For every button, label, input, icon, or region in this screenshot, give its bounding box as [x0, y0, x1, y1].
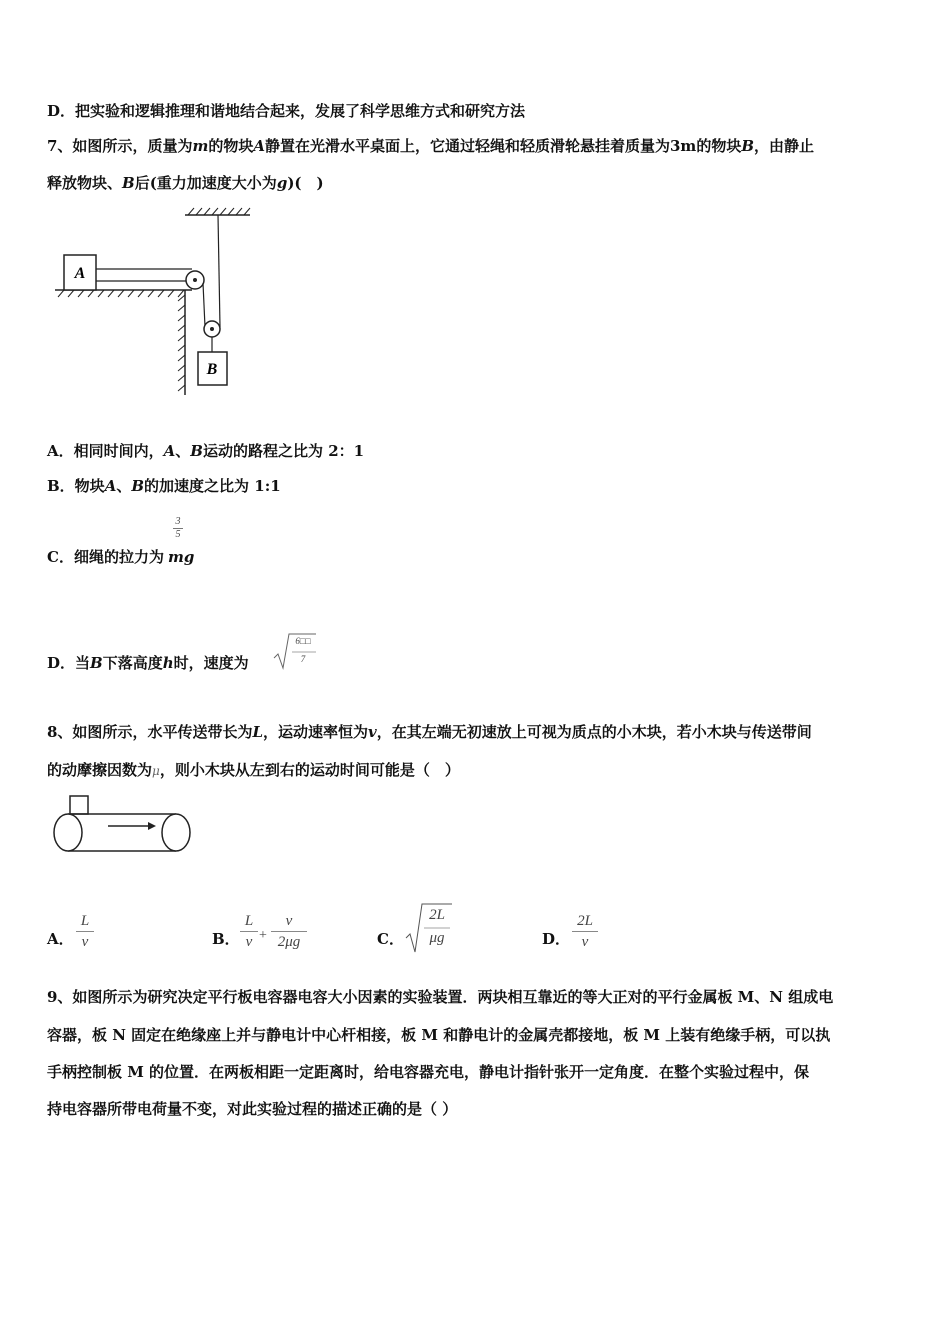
- right-roller: [162, 814, 190, 851]
- q7-option-d: D．当B下落高度h时，速度为: [47, 654, 249, 672]
- prev-option-d: D．把实验和逻辑推理和谐地结合起来，发展了科学思维方式和研究方法: [47, 102, 526, 120]
- q7-option-d-sqrt-value: 6□□ 7: [295, 636, 311, 664]
- q9-line3: 手柄控制板 M 的位置．在两板相距一定距离时，给电容器充电，静电计指针张开一定角度．在整个实验过程中，保: [47, 1063, 810, 1081]
- q8-option-b-label: B．: [212, 930, 240, 948]
- left-roller: [54, 814, 82, 851]
- block-b-label: B: [206, 361, 218, 378]
- small-block: [70, 796, 88, 814]
- q7-option-b: B．物块A、B的加速度之比为 1:1: [47, 477, 281, 495]
- q7-stem-line1: 7、如图所示，质量为m的物块A静置在光滑水平桌面上，它通过轻绳和轻质滑轮悬挂着质量为3m的物块B，由静止: [47, 137, 815, 155]
- q7-option-c-fraction: $\frac{3}{5}$: [173, 516, 183, 541]
- q8-stem-line2: 的动摩擦因数为μ，则小木块从左到右的运动时间可能是（ ）: [47, 761, 460, 779]
- q8-conveyor-figure: [50, 793, 200, 858]
- q8-option-b-plus: +: [259, 928, 267, 943]
- q8-option-b-fraction1: $\frac{L}{v}$: [240, 911, 258, 952]
- q8-option-d-label: D．: [542, 930, 571, 948]
- q8-stem-line1: 8、如图所示，水平传送带长为L，运动速率恒为v，在其左端无初速放上可视为质点的小木块，若小木块与传送带间: [47, 723, 812, 741]
- block-a-label: A: [74, 265, 86, 282]
- q9-line4: 持电容器所带电荷量不变，对此实验过程的描述正确的是（ ）: [47, 1100, 458, 1118]
- q7-pulley-figure: [50, 205, 260, 400]
- q9-line2: 容器，板 N 固定在绝缘座上并与静电计中心杆相接，板 M 和静电计的金属壳都接地，板 M 上装有绝缘手柄，可以执: [47, 1026, 831, 1044]
- q8-option-a-fraction: $\frac{L}{v}$: [76, 911, 94, 952]
- q7-option-c: C．细绳的拉力为 mg: [47, 548, 195, 566]
- q9-line1: 9、如图所示为研究决定平行板电容器电容大小因素的实验装置．两块相互靠近的等大正对的平行金属板 M、N 组成电: [47, 988, 834, 1006]
- q8-option-d-fraction: $\frac{2L}{v}$: [572, 911, 598, 952]
- q7-stem-line2: 释放物块、B后(重力加速度大小为g)( ): [47, 174, 324, 192]
- q7-option-a: A．相同时间内，A、B运动的路程之比为 2：1: [47, 442, 365, 460]
- q8-option-b-fraction2: $\frac{v}{2\mu g}$: [271, 911, 307, 952]
- q8-option-c-label: C．: [377, 930, 404, 948]
- q8-option-c-fraction: 2L μg: [429, 907, 445, 946]
- q8-option-a-label: A．: [47, 930, 74, 948]
